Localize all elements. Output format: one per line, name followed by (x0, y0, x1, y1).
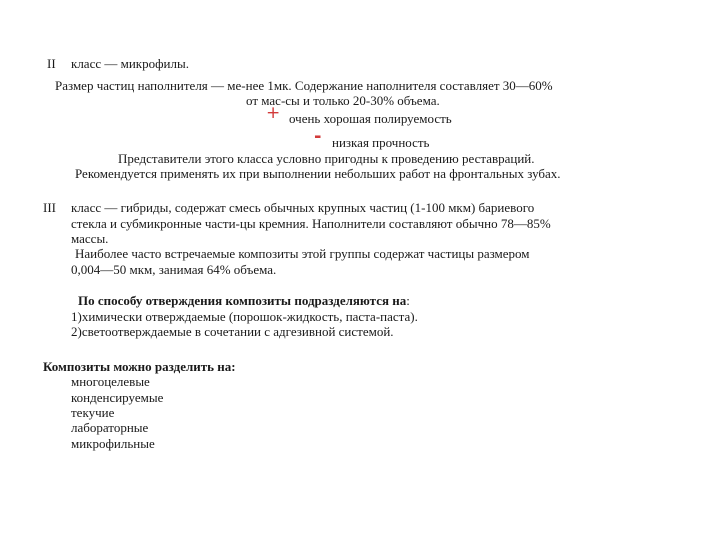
class2-representatives-line1: Представители этого класса условно пригодны к проведению реставраций. (118, 151, 535, 166)
types-item-condensable: конденсируемые (71, 390, 164, 405)
types-item-microfilled: микрофильные (71, 436, 155, 451)
plus-sign: + (266, 103, 281, 123)
curing-heading (78, 293, 410, 308)
class2-heading: класс — микрофилы. (71, 56, 189, 71)
types-item-flowable: текучие (71, 405, 115, 420)
types-title: Композиты можно разделить на: (43, 359, 236, 374)
types-item-multipurpose: многоцелевые (71, 374, 150, 389)
class3-line4: Наиболее часто встречаемые композиты этой группы содержат частицы размером (75, 246, 530, 261)
class3-line2: стекла и субмикронные части-цы кремния. Наполнители составляют обычно 78—85% (71, 216, 551, 231)
curing-colon: : (406, 293, 410, 308)
curing-title: По способу отверждения композиты подразделяются на (78, 293, 407, 308)
curing-item-chemical: 1)химически отверждаемые (порошок-жидкость, паста-паста). (71, 309, 418, 324)
class2-numeral: II (47, 56, 56, 71)
class3-line3: массы. (71, 231, 109, 246)
class3-numeral: III (43, 200, 56, 215)
minus-text: низкая прочность (332, 135, 430, 150)
class3-line1: класс — гибриды, содержат смесь обычных крупных частиц (1-100 мкм) бариевого (71, 200, 535, 215)
class2-size-line1: Размер частиц наполнителя — ме-нее 1мк. Содержание наполнителя составляет 30—60% (55, 78, 553, 93)
plus-text: очень хорошая полируемость (289, 111, 452, 126)
class2-representatives-line2: Рекомендуется применять их при выполнении небольших работ на фронтальных зубах. (75, 166, 561, 181)
types-item-laboratory: лабораторные (71, 420, 149, 435)
minus-sign: - (314, 126, 322, 147)
curing-item-light: 2)светоотверждаемые в сочетании с адгезивной системой. (71, 324, 394, 339)
class3-line5: 0,004—50 мкм, занимая 64% объема. (71, 262, 277, 277)
class2-size-line2: от мас-сы и только 20-30% объема. (246, 93, 440, 108)
